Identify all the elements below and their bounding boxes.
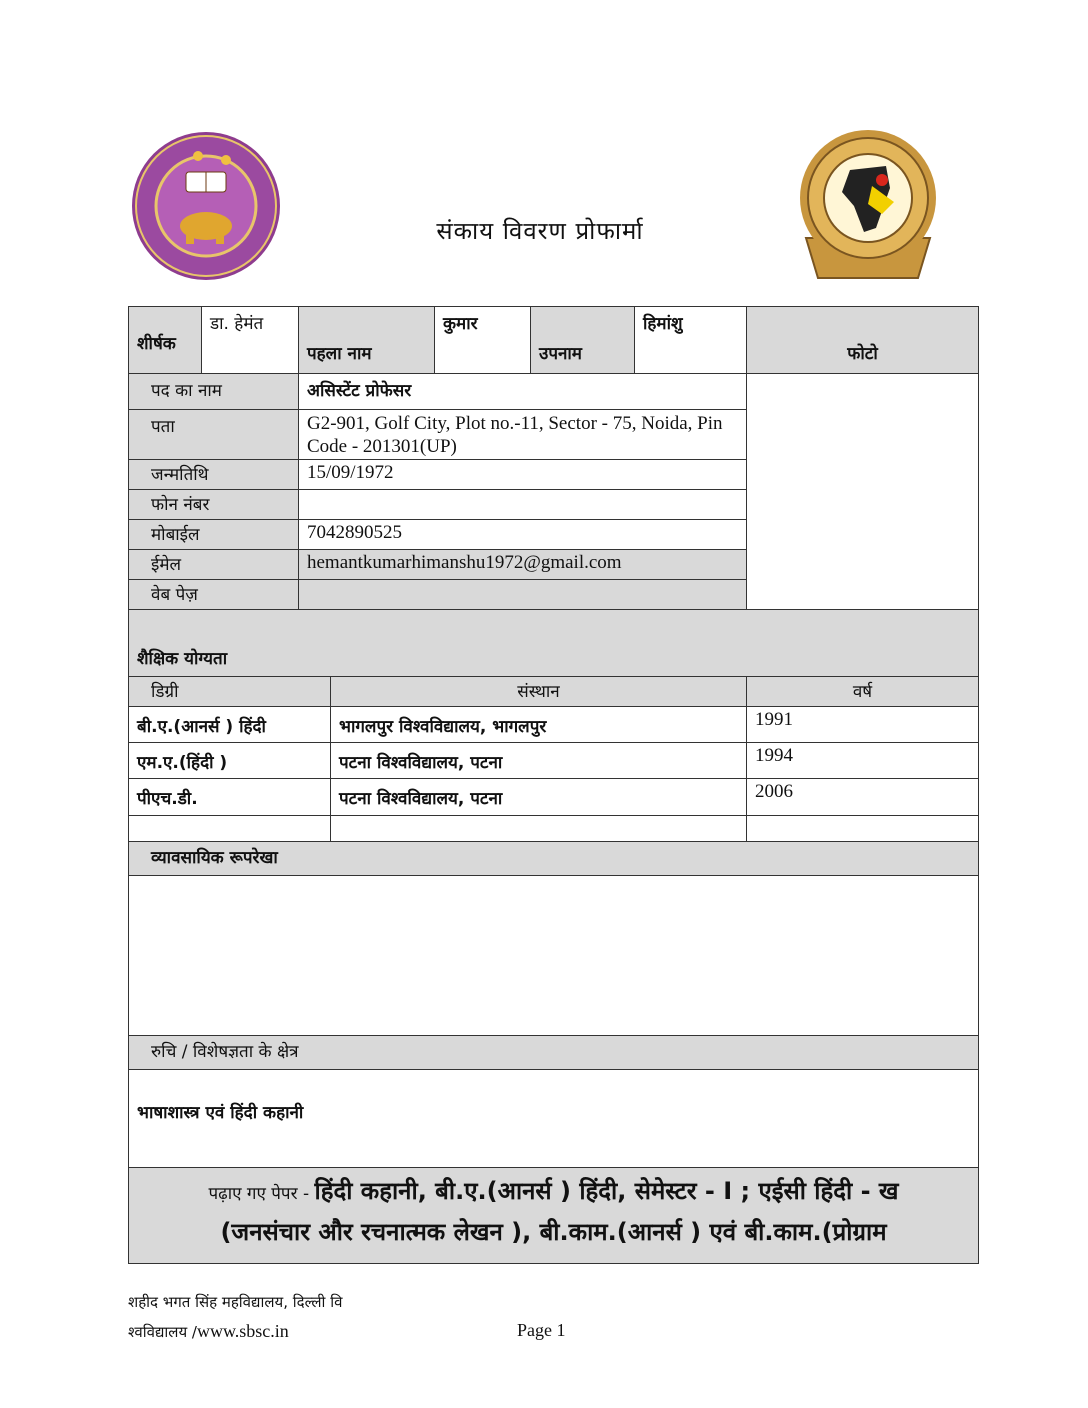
webpage-label: वेब पेज़ xyxy=(128,579,299,610)
webpage-value xyxy=(298,579,747,610)
page-title: संकाय विवरण प्रोफार्मा xyxy=(436,217,644,245)
papers-taught-lead: पढ़ाए गए पेपर - xyxy=(208,1184,310,1204)
mobile-label: मोबाईल xyxy=(128,519,299,550)
education-heading: शैक्षिक योग्यता xyxy=(128,609,979,677)
shaheed-bhagat-singh-college-emblem-icon xyxy=(798,128,938,283)
education-row-year: 1994 xyxy=(746,742,979,779)
phone-value xyxy=(298,489,747,520)
education-row-degree: पीएच.डी. xyxy=(128,778,331,816)
title-value: डा. हेमंत xyxy=(201,306,299,374)
mobile-value: 7042890525 xyxy=(298,519,747,550)
title-label: शीर्षक xyxy=(128,306,202,374)
footer-college-name: शहीद भगत सिंह महविद्यालय, दिल्ली वि xyxy=(128,1293,343,1311)
email-value: hemantkumarhimanshu1972@gmail.com xyxy=(298,549,747,580)
education-row-degree xyxy=(128,815,331,842)
email-label: ईमेल xyxy=(128,549,299,580)
papers-taught-box xyxy=(128,1167,979,1264)
footer-university-line xyxy=(128,1321,428,1342)
dob-label: जन्मतिथि xyxy=(128,459,299,490)
first-name-label: पहला नाम xyxy=(298,306,435,374)
footer-university-prefix: श्वविद्यालय / xyxy=(128,1323,197,1341)
professional-profile-content xyxy=(128,875,979,1036)
professional-profile-heading: व्यावसायिक रूपरेखा xyxy=(128,841,979,876)
photo-label: फोटो xyxy=(746,306,979,374)
page-number: Page 1 xyxy=(517,1320,566,1340)
designation-label: पद का नाम xyxy=(128,373,299,410)
footer-website-link[interactable]: www.sbsc.in xyxy=(196,1321,289,1341)
interests-content: भाषाशास्त्र एवं हिंदी कहानी xyxy=(128,1069,979,1168)
dob-value: 15/09/1972 xyxy=(298,459,747,490)
designation-value: असिस्टेंट प्रोफेसर xyxy=(298,373,747,410)
address-label: पता xyxy=(128,409,299,460)
education-row-institute: पटना विश्वविद्यालय, पटना xyxy=(330,778,747,816)
surname-value: हिमांशु xyxy=(634,306,747,374)
education-row-degree: बी.ए.(आनर्स ) हिंदी xyxy=(128,706,331,743)
education-row-year: 1991 xyxy=(746,706,979,743)
papers-taught-line1: हिंदी कहानी, बी.ए.(आनर्स ) हिंदी, सेमेस्टर - I ; एईसी हिंदी - ख xyxy=(314,1177,899,1205)
university-of-delhi-seal-icon xyxy=(130,130,282,282)
education-row-year: 2006 xyxy=(746,778,979,816)
education-col-institute: संस्थान xyxy=(330,676,747,707)
education-row-institute: पटना विश्वविद्यालय, पटना xyxy=(330,742,747,779)
education-row-institute xyxy=(330,815,747,842)
education-row-institute: भागलपुर विश्वविद्यालय, भागलपुर xyxy=(330,706,747,743)
education-row-degree: एम.ए.(हिंदी ) xyxy=(128,742,331,779)
surname-label: उपनाम xyxy=(530,306,635,374)
address-value: G2-901, Golf City, Plot no.-11, Sector - 75, Noida, Pin Code - 201301(UP) xyxy=(298,409,747,460)
phone-label: फोन नंबर xyxy=(128,489,299,520)
first-name-value: कुमार xyxy=(434,306,531,374)
education-col-year: वर्ष xyxy=(746,676,979,707)
education-row-year xyxy=(746,815,979,842)
interests-heading: रुचि / विशेषज्ञता के क्षेत्र xyxy=(128,1035,979,1070)
photo-box xyxy=(746,373,979,610)
papers-taught-line2: (जनसंचार और रचनात्मक लेखन ), बी.काम.(आनर्स ) एवं बी.काम.(प्रोग्राम xyxy=(220,1218,887,1246)
education-col-degree: डिग्री xyxy=(128,676,331,707)
